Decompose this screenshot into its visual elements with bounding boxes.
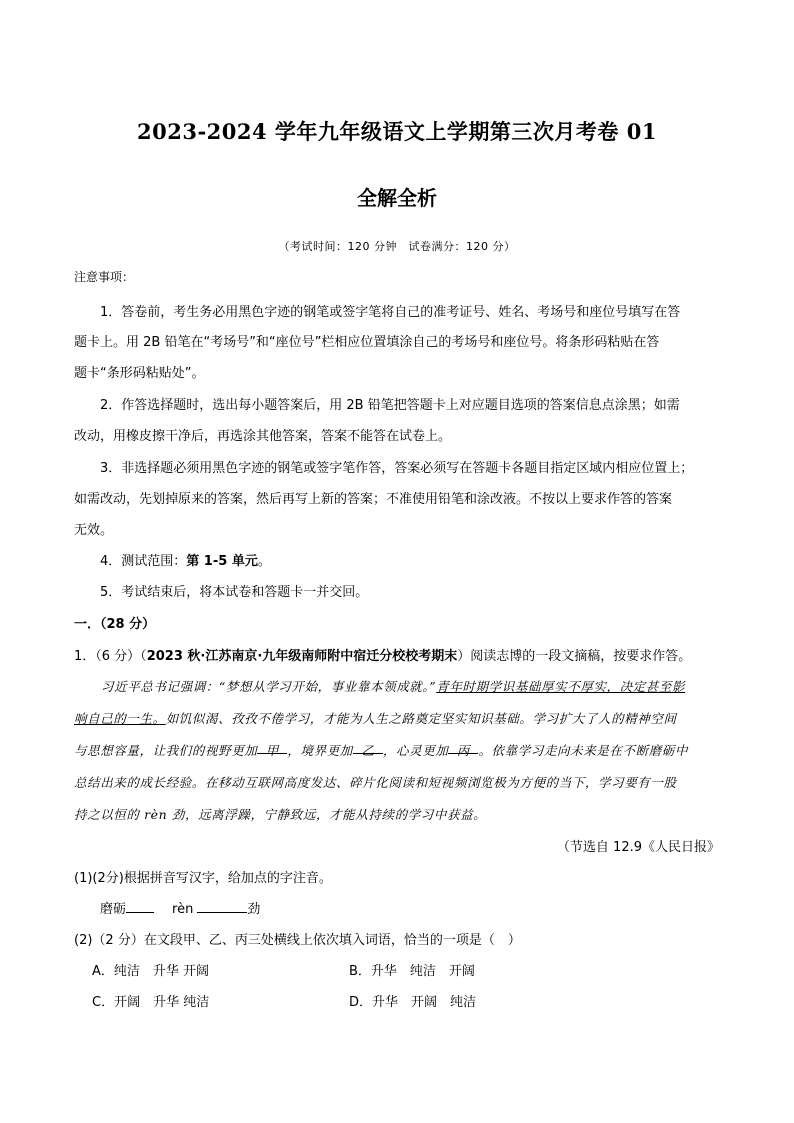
- notice-label: 注意事项：: [74, 270, 135, 284]
- blank-yi-label: 乙: [361, 743, 375, 758]
- passage-underlined-2: 响自己的一生。: [74, 711, 166, 726]
- blank-jia-label: 甲: [265, 743, 279, 758]
- passage-line-5: 持之以恒的 rèn 劲，远离浮躁，宁静致远，才能从持续的学习中获益。: [74, 807, 487, 822]
- passage-line-4: 总结出来的成长经验。在移动互联网高度发达、碎片化阅读和短视频浏览极为方便的当下，学习要有一股: [74, 775, 677, 790]
- notice-item-3-line-1: 3．非选择题必须用黑色字迹的钢笔或签字笔作答，答案必须写在答题卡各题目指定区域内相应位置上；: [100, 461, 694, 476]
- notice-item-3-line-2: 如需改动，先划掉原来的答案，然后再写上新的答案；不准使用铅笔和涂改液。不按以上要求作答的答案: [74, 492, 673, 507]
- question-1-source: 2023 秋·江苏南京·九年级南师附中宿迁分校校考期末: [146, 649, 458, 664]
- blank-bing-label: 丙: [456, 743, 470, 758]
- answer-blank-1[interactable]: [126, 900, 154, 913]
- notice-item-4-suffix: 。: [257, 554, 271, 569]
- exam-subtitle: 全解全析: [357, 186, 437, 210]
- notice-item-2-line-2: 改动，用橡皮擦干净后，再选涂其他答案，答案不能答在试卷上。: [74, 429, 452, 444]
- sub-question-2: (2)（2 分）在文段甲、乙、丙三处横线上依次填入词语，恰当的一项是（ ）: [74, 933, 521, 948]
- passage-line-2: [74, 709, 677, 727]
- exam-title: 2023-2024 学年九年级语文上学期第三次月考卷 01: [137, 119, 657, 144]
- question-1-prefix: 1．（6 分）（: [74, 649, 147, 664]
- passage-line-3-c: ，心灵更加: [382, 743, 449, 758]
- notice-item-1-line-1: 1．答卷前，考生务必用黑色字迹的钢笔或签字笔将自己的准考证号、姓名、考场号和座位号填写在答: [100, 305, 681, 320]
- question-1-stem: [74, 645, 691, 664]
- passage-line-3-b: ，境界更加: [287, 743, 353, 758]
- notice-item-3-line-3: 无效。: [74, 523, 114, 538]
- passage-line-3-a: 与思想容量，让我们的视野更加: [74, 743, 258, 758]
- passage-underlined-1: 青年时期学识基础厚实不厚实，决定甚至影: [436, 679, 686, 694]
- sub-question-1-answer-line: [100, 898, 260, 917]
- word-moli: 磨砺: [100, 902, 127, 917]
- blank-bing[interactable]: [448, 741, 478, 758]
- notice-item-5: 5．考试结束后，将本试卷和答题卡一并交回。: [100, 585, 369, 600]
- notice-item-1-line-2: 题卡上。用 2B 铅笔在“考场号”和“座位号”栏相应位置填涂自己的考场号和座位号。将条形码粘贴在答: [74, 335, 660, 350]
- passage-source: （节选自 12.9《人民日报》: [556, 840, 720, 855]
- notice-item-4: [100, 550, 271, 569]
- answer-blank-2[interactable]: [197, 900, 247, 913]
- option-c[interactable]: C．开阔 升华 纯洁: [92, 995, 210, 1010]
- passage-line-1: [101, 677, 685, 695]
- passage-quote: 习近平总书记强调：“梦想从学习开始，事业靠本领成就。”: [101, 679, 437, 694]
- pinyin-ren: rèn: [172, 902, 194, 917]
- blank-jia[interactable]: [257, 741, 287, 758]
- question-1-suffix: ）阅读志博的一段文摘稿，按要求作答。: [457, 649, 692, 664]
- option-d[interactable]: D．升华 开阔 纯洁: [349, 995, 477, 1010]
- sub-question-1: (1)(2分)根据拼音写汉字，给加点的字注音。: [74, 871, 332, 886]
- blank-yi[interactable]: [353, 741, 383, 758]
- passage-line-3: [74, 741, 688, 759]
- section-heading: 一．（28 分）: [74, 617, 156, 632]
- exam-info: （考试时间：120 分钟 试卷满分：120 分）: [278, 240, 516, 253]
- notice-item-2-line-1: 2．作答选择题时，选出每小题答案后，用 2B 铅笔把答题卡上对应题目选项的答案信息点涂黑；如需: [100, 398, 680, 413]
- option-a[interactable]: A．纯洁 升华 开阔: [92, 964, 210, 979]
- notice-item-4-range: 第 1-5 单元: [186, 554, 258, 569]
- passage-line-3-d: 。依靠学习走向未来是在不断磨砺中: [478, 743, 689, 758]
- notice-item-4-prefix: 4．测试范围：: [100, 554, 187, 569]
- word-jin: 劲: [247, 902, 261, 917]
- passage-line-2-text: 如饥似渴、孜孜不倦学习，才能为人生之路奠定坚实知识基础。学习扩大了人的精神空间: [165, 711, 677, 726]
- notice-item-1-line-3: 题卡“条形码粘贴处”。: [74, 366, 205, 381]
- option-b[interactable]: B．升华 纯洁 开阔: [349, 964, 475, 979]
